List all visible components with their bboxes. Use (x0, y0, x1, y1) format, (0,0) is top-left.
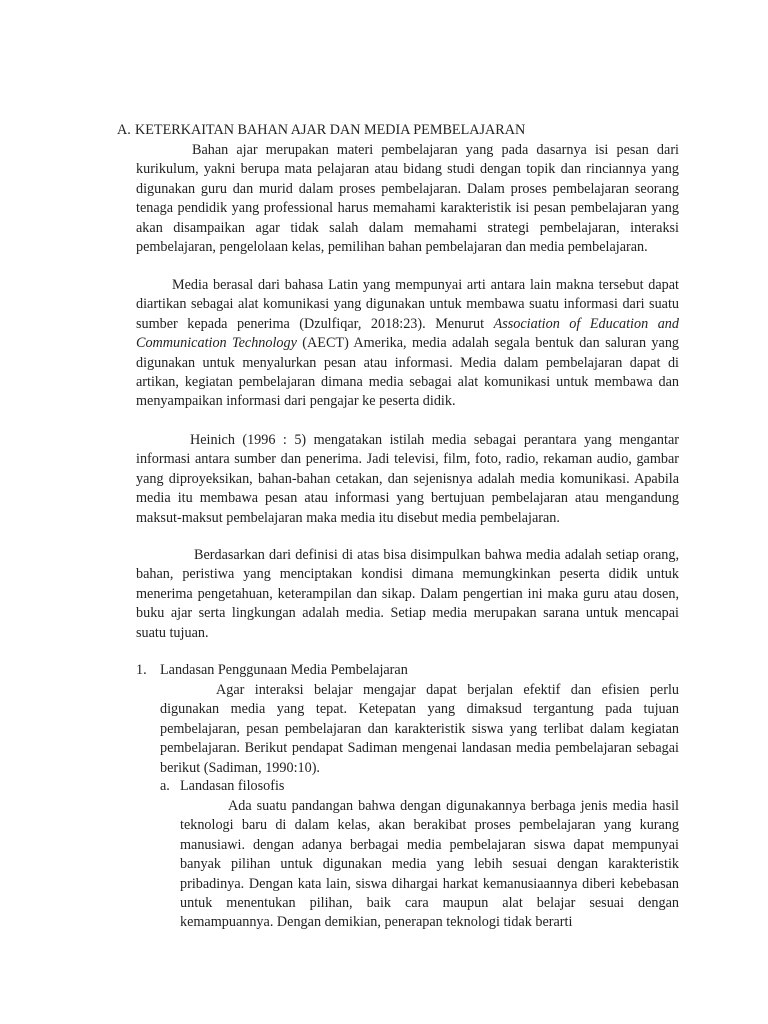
aect-name: Association of Education and Communication Technology (136, 315, 679, 352)
subsection-marker: 1. (136, 662, 147, 678)
paragraph-kesimpulan: Berdasarkan dari definisi di atas bisa disimpulkan bahwa media adalah setiap orang, bahan, peristiwa yang menciptakan kondisi dimana memungkinkan peserta didik untuk menerima pengetahuan, keterampilan dan sikap. Dalam pengertian ini maka guru atau dosen, buku ajar serta lingkungan adalah media. Setiap media merupakan sarana untuk mencapai suatu tujuan. (136, 547, 679, 641)
section-heading (117, 121, 687, 140)
section-marker: A. (117, 122, 131, 138)
section-title: KETERKAITAN BAHAN AJAR DAN MEDIA PEMBELAJARAN (135, 122, 526, 138)
paragraph-bahan-ajar: Bahan ajar merupakan materi pembelajaran yang pada dasarnya isi pesan dari kurikulum, yakni berupa mata pelajaran atau bidang studi dengan topik dan rinciannya yang digunakan guru dan murid dalam proses pembelajaran. Dalam proses pembelajaran seorang tenaga pendidik yang professional harus memahami karakteristik isi pesan pembelajaran yang akan disampaikan agar tidak salah dalam memahami strategi pembelajaran, interaksi pembelajaran, pengelolaan kelas, pemilihan bahan pembelajaran dan media pembelajaran. (136, 142, 679, 256)
paragraph-media-definition (136, 276, 679, 412)
paragraph-media-text-1: Media berasal dari bahasa Latin yang mempunyai arti antara lain makna tersebut dapat diartikan sebagai alat komunikasi yang digunakan untuk membawa suatu informasi dari suatu sumber kepada penerima (Dzulfiqar, 2018:23). Menurut (136, 277, 679, 332)
subsection-a-title: Landasan filosofis (180, 778, 285, 794)
subsection-heading-filosofis (160, 777, 284, 796)
subsection-heading-landasan (136, 661, 408, 680)
paragraph-filosofis: Ada suatu pandangan bahwa dengan digunakannya berbaga jenis media hasil teknologi baru di dalam kelas, akan berakibat proses pembelajaran yang kurang manusiawi. dengan adanya berbagai media pembelajaran siswa dapat mempunyai banyak pilihan untuk digunakan media yang lebih sesuai dengan karakteristik pribadinya. Dengan kata lain, siswa dihargai harkat kemanusiaannya diberi kebebasan untuk menentukan pilihan, baik cara maupun alat belajar sesuai dengan kemampuannya. Dengan demikian, penerapan teknologi tidak berarti (180, 798, 679, 931)
paragraph-heinich: Heinich (1996 : 5) mengatakan istilah media sebagai perantara yang mengantar informasi antara sumber dan penerima. Jadi televisi, film, foto, radio, rekaman audio, gambar yang diproyeksikan, bahan-bahan cetakan, dan sejenisnya adalah media komunikasi. Apabila media itu membawa pesan atau informasi yang bertujuan pembelajaran atau mengandung maksut-maksut pembelajaran maka media itu disebut media pembelajaran. (136, 432, 679, 526)
subsection-title: Landasan Penggunaan Media Pembelajaran (160, 662, 408, 678)
paragraph-landasan: Agar interaksi belajar mengajar dapat berjalan efektif dan efisien perlu digunakan media yang tepat. Ketepatan yang dimaksud tergantung pada tujuan pembelajaran, pesan pembelajaran dan karakteristik siswa yang terlibat dalam kegiatan pembelajaran. Berikut pendapat Sadiman mengenai landasan media pembelajaran sebagai berikut (Sadiman, 1990:10). (160, 682, 679, 776)
paragraph-media-text-2: (AECT) Amerika, media adalah segala bentuk dan saluran yang digunakan untuk menyalurkan pesan atau informasi. Media dalam pembelajaran dapat di artikan, kegiatan pembelajaran dimana media sebagai alat komunikasi untuk membawa dan menyampaikan informasi dari pengajar ke peserta didik. (136, 335, 680, 410)
subsection-a-marker: a. (160, 778, 170, 794)
